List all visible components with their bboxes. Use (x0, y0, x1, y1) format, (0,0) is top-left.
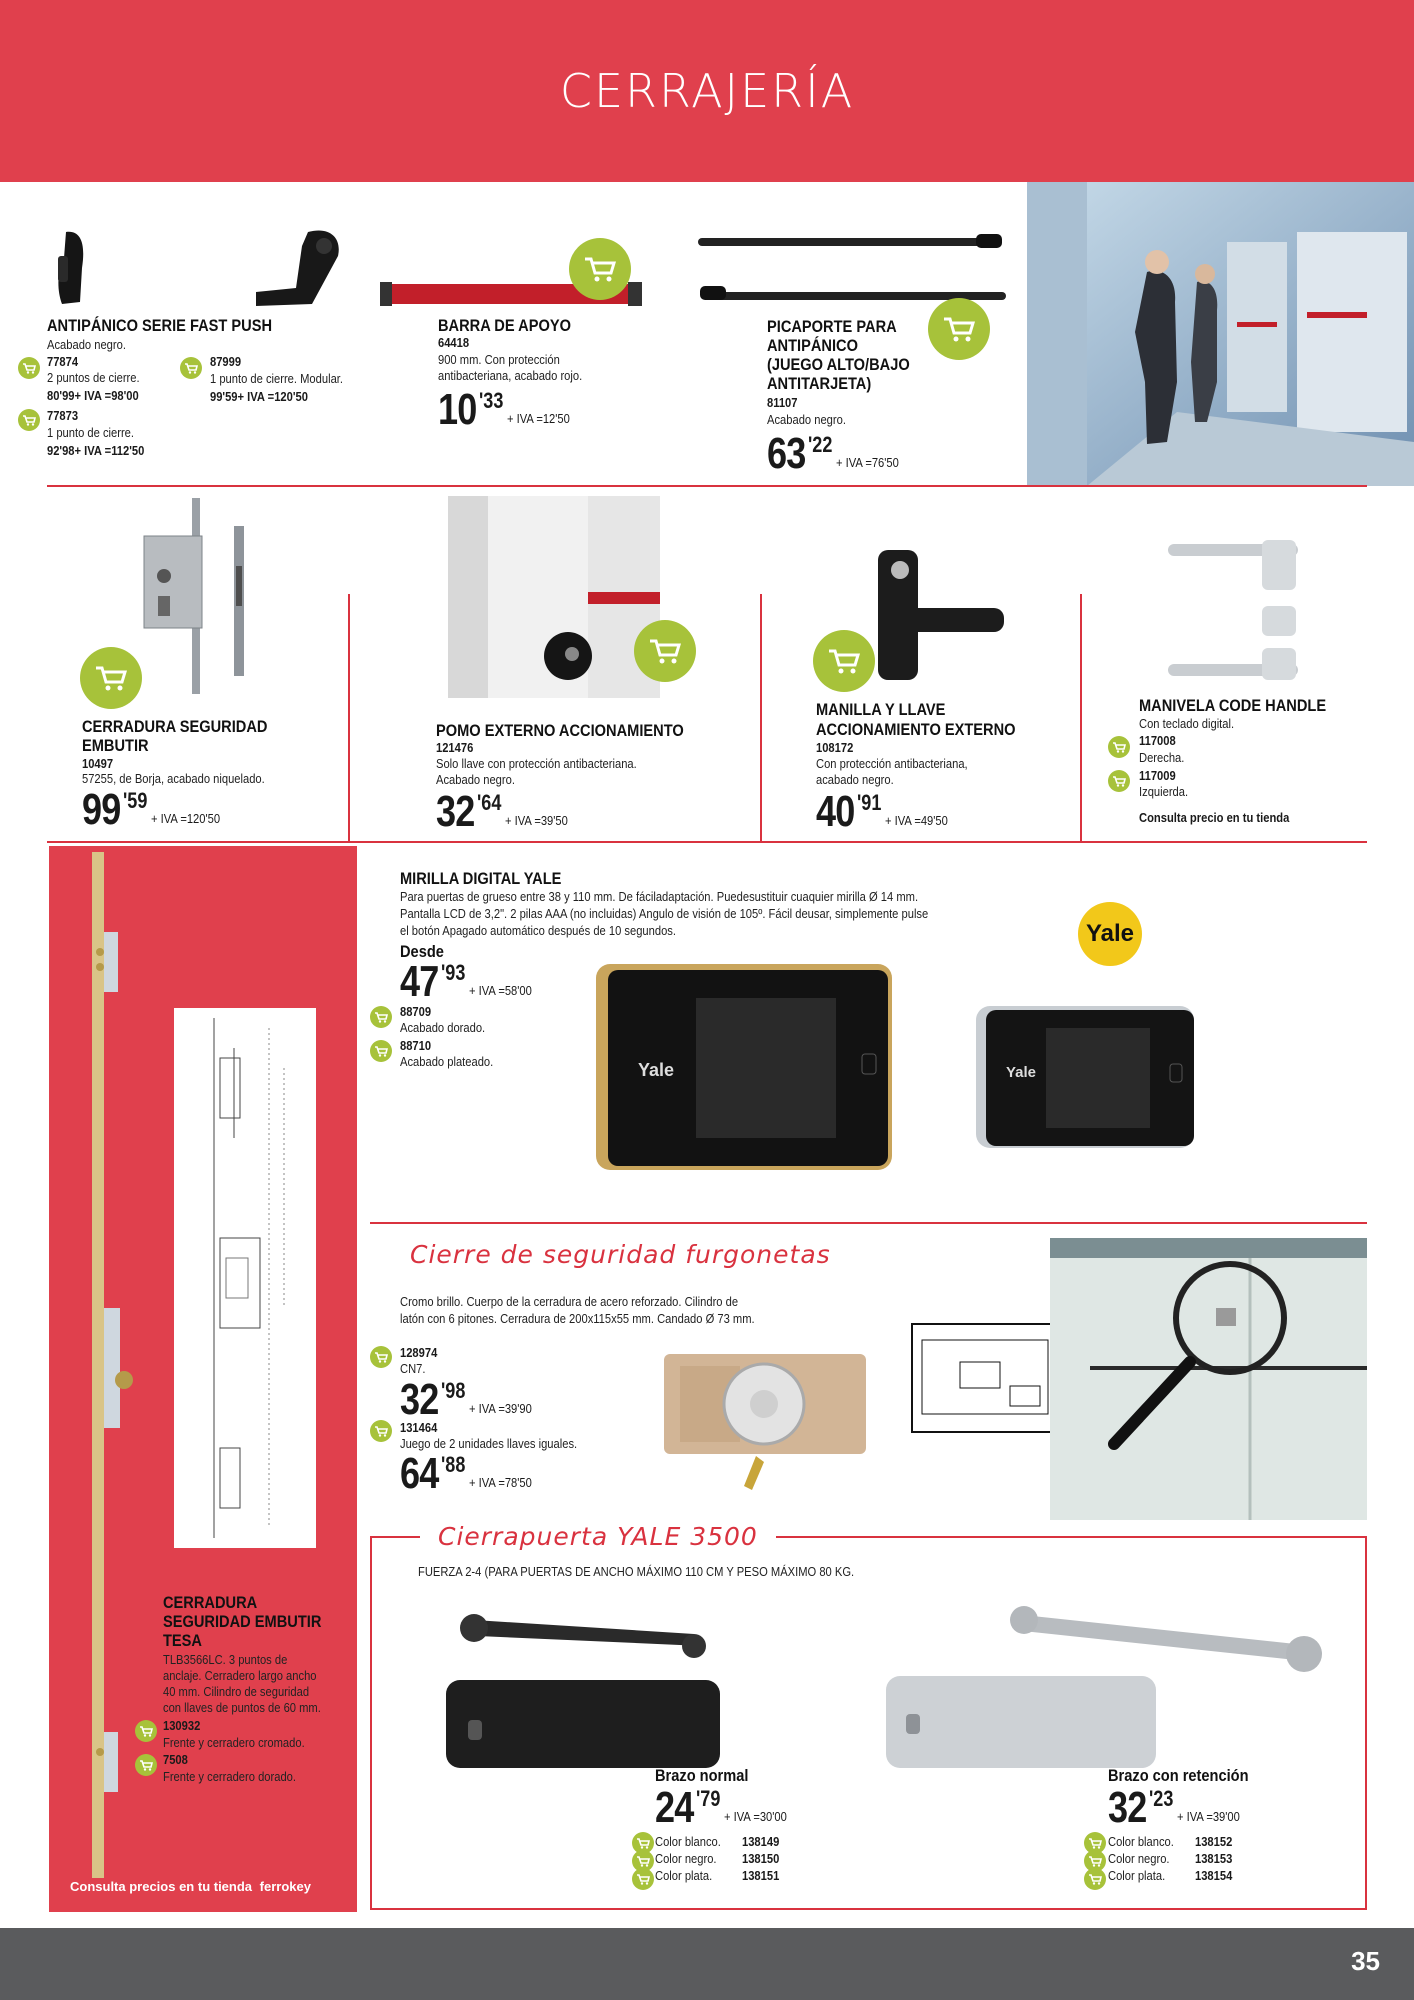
color-ref: 138149 (742, 1834, 780, 1849)
price-dec: '59 (122, 788, 148, 813)
variant-desc: 1 punto de cierre. Modular. (210, 371, 344, 386)
product-price (436, 787, 578, 836)
multipoint-lock-image (78, 852, 138, 1878)
price-int: 99 (82, 785, 121, 834)
product-name: PICAPORTE PARA (767, 317, 897, 336)
row-divider (47, 485, 1367, 487)
column-divider (760, 594, 762, 842)
product-ref: 77874 (47, 354, 79, 369)
price-int: 24 (655, 1783, 694, 1832)
section-title: Cierrapuerta YALE 3500 (420, 1522, 776, 1551)
product-desc: 40 mm. Cilindro de seguridad (163, 1684, 310, 1699)
product-desc: anclaje. Cerradero largo ancho (163, 1668, 317, 1683)
cart-icon (370, 1040, 392, 1062)
price-dec: '22 (807, 432, 833, 457)
cart-icon (18, 409, 40, 431)
variant-desc: Acabado dorado. (400, 1020, 486, 1035)
product-price (655, 1783, 797, 1832)
price-iva: + IVA =30'00 (723, 1809, 787, 1824)
brand-logo-text: ferrokey (259, 1879, 311, 1894)
product-spec: FUERZA 2-4 (PARA PUERTAS DE ANCHO MÁXIMO 110 CM Y PESO MÁXIMO 80 KG. (418, 1564, 855, 1579)
product-name: CERRADURA SEGURIDAD (82, 717, 268, 736)
cart-icon (634, 620, 696, 682)
price-int: 64 (400, 1449, 439, 1498)
antipanic-bar-end-image (252, 226, 344, 310)
product-price (438, 385, 580, 434)
product-ref: 128974 (400, 1345, 438, 1360)
product-name: POMO EXTERNO ACCIONAMIENTO (436, 721, 684, 740)
cart-icon (813, 630, 875, 692)
price-dec: '23 (1148, 1786, 1174, 1811)
product-name: MIRILLA DIGITAL YALE (400, 869, 562, 888)
product-desc: 57255, de Borja, acabado niquelado. (82, 771, 265, 786)
product-desc: 900 mm. Con protección (438, 352, 560, 367)
variant-desc: Frente y cerradero cromado. (163, 1735, 305, 1750)
product-name: Brazo normal (655, 1766, 749, 1785)
price-int: 10 (438, 385, 477, 434)
price-dec: '93 (440, 960, 466, 985)
product-desc: Acabado negro. (436, 772, 515, 787)
product-ref: 87999 (210, 354, 242, 369)
price-dec: '64 (476, 790, 502, 815)
variant-desc: Frente y cerradero dorado. (163, 1769, 296, 1784)
external-knob-image (448, 496, 660, 698)
technical-drawing (174, 1008, 316, 1548)
cart-icon (135, 1720, 157, 1742)
product-desc: TLB3566LC. 3 puntos de (163, 1652, 288, 1667)
product-name: MANILLA Y LLAVE (816, 700, 946, 719)
variant-desc: Acabado plateado. (400, 1054, 494, 1069)
mortise-lock-image (142, 496, 254, 696)
product-name: ANTITARJETA) (767, 374, 872, 393)
price-dec: '33 (478, 388, 504, 413)
color-option: Color plata. (655, 1868, 713, 1883)
product-ref: 77873 (47, 408, 79, 423)
van-lock-diagram (910, 1322, 1060, 1434)
cart-icon (135, 1754, 157, 1776)
product-name: TESA (163, 1631, 202, 1650)
page-title: CERRAJERÍA (559, 64, 855, 118)
footer-band (0, 1928, 1414, 2000)
product-desc: latón con 6 pitones. Cerradura de 200x115x55 mm. Candado Ø 73 mm. (400, 1311, 755, 1326)
cart-icon (1108, 770, 1130, 792)
cart-icon (928, 298, 990, 360)
yale-logo: Yale (1078, 902, 1142, 966)
price-iva: + IVA =49'50 (884, 813, 948, 828)
product-desc: Cromo brillo. Cuerpo de la cerradura de acero reforzado. Cilindro de (400, 1294, 739, 1309)
product-name: ANTIPÁNICO SERIE FAST PUSH (47, 316, 273, 335)
variant-desc: Derecha. (1139, 750, 1185, 765)
price-iva: + IVA =76'50 (835, 455, 899, 470)
price-dec: '88 (440, 1452, 466, 1477)
price-iva: + IVA =39'50 (504, 813, 568, 828)
store-note-text: Consulta precios en tu tienda (70, 1879, 253, 1894)
product-ref: 131464 (400, 1420, 438, 1435)
van-lock-image (660, 1346, 874, 1496)
device-brand: Yale (638, 1060, 675, 1080)
product-price (816, 787, 958, 836)
corridor-photo (1027, 182, 1414, 486)
product-price (400, 1449, 542, 1498)
price-iva: + IVA =39'90 (468, 1401, 532, 1416)
product-desc: Solo llave con protección antibacteriana. (436, 756, 637, 771)
cart-icon (370, 1420, 392, 1442)
door-closer-black-image (444, 1600, 730, 1778)
color-option: Color blanco. (655, 1834, 721, 1849)
column-divider (348, 594, 350, 842)
price-note: Consulta precio en tu tienda (1139, 810, 1290, 825)
product-ref: 117008 (1139, 733, 1176, 748)
product-desc: Con protección antibacteriana, (816, 756, 968, 771)
product-ref: 7508 (163, 1752, 188, 1767)
variant-desc: CN7. (400, 1361, 426, 1376)
variant-desc: 1 punto de cierre. (47, 425, 135, 440)
product-name: (JUEGO ALTO/BAJO (767, 355, 910, 374)
product-desc: Con teclado digital. (1139, 716, 1235, 731)
color-ref: 138153 (1195, 1851, 1233, 1866)
price-int: 63 (767, 429, 806, 478)
product-ref: 121476 (436, 740, 474, 755)
product-price (767, 429, 909, 478)
cart-icon (180, 357, 202, 379)
code-handle-image (1166, 536, 1310, 686)
product-desc: acabado negro. (816, 772, 894, 787)
variant-price: 80'99+ IVA =98'00 (47, 388, 139, 403)
price-int: 32 (1108, 1783, 1147, 1832)
variant-desc: Izquierda. (1139, 784, 1189, 799)
product-desc: Pantalla LCD de 3,2". 2 pilas AAA (no incluidas) Angulo de visión de 105º. Fácil deusar, simplemente pulse (400, 906, 929, 921)
section-divider (370, 1222, 1367, 1224)
product-ref: 130932 (163, 1718, 201, 1733)
cart-icon (632, 1868, 654, 1890)
price-int: 47 (400, 957, 439, 1006)
color-ref: 138151 (742, 1868, 780, 1883)
product-ref: 64418 (438, 335, 470, 350)
product-name: Brazo con retención (1108, 1766, 1249, 1785)
price-iva: + IVA =39'00 (1176, 1809, 1240, 1824)
color-option: Color negro. (1108, 1851, 1170, 1866)
price-int: 32 (436, 787, 475, 836)
row-divider (47, 841, 1367, 843)
price-dec: '79 (695, 1786, 721, 1811)
cart-icon (370, 1346, 392, 1368)
product-ref: 81107 (767, 395, 798, 410)
product-ref: 10497 (82, 756, 114, 771)
product-ref: 117009 (1139, 768, 1176, 783)
color-ref: 138152 (1195, 1834, 1233, 1849)
cart-icon (569, 238, 631, 300)
product-name: BARRA DE APOYO (438, 316, 571, 335)
product-ref: 88709 (400, 1004, 432, 1019)
price-iva: + IVA =120'50 (150, 811, 220, 826)
product-price (1108, 1783, 1250, 1832)
price-int: 40 (816, 787, 855, 836)
product-ref: 108172 (816, 740, 854, 755)
product-finish: Acabado negro. (47, 337, 126, 352)
variant-price: 92'98+ IVA =112'50 (47, 443, 145, 458)
product-desc: Acabado negro. (767, 412, 846, 427)
color-option: Color plata. (1108, 1868, 1166, 1883)
product-price (400, 1375, 542, 1424)
price-iva: + IVA =12'50 (506, 411, 570, 426)
product-name: EMBUTIR (82, 736, 149, 755)
product-name: SEGURIDAD EMBUTIR (163, 1612, 322, 1631)
variant-price: 99'59+ IVA =120'50 (210, 389, 308, 404)
page-number: 35 (1351, 1946, 1380, 1976)
product-desc: antibacteriana, acabado rojo. (438, 368, 583, 383)
cart-icon (1084, 1868, 1106, 1890)
color-option: Color blanco. (1108, 1834, 1174, 1849)
product-desc: Para puertas de grueso entre 38 y 110 mm. De fáciladaptación. Puedesustituir cuaquier mirilla Ø 14 mm. (400, 889, 919, 904)
store-note (70, 1879, 311, 1894)
price-from: Desde (400, 942, 444, 961)
product-ref: 88710 (400, 1038, 432, 1053)
product-name: CERRADURA (163, 1593, 258, 1612)
antipanic-handle-image (52, 228, 92, 308)
color-ref: 138150 (742, 1851, 780, 1866)
device-brand: Yale (1006, 1064, 1037, 1081)
section-title: Cierre de seguridad furgonetas (410, 1240, 831, 1269)
door-closer-silver-image (884, 1604, 1330, 1782)
product-price (82, 785, 231, 834)
van-door-photo (1050, 1238, 1367, 1520)
variant-desc: 2 puntos de cierre. (47, 370, 140, 385)
cart-icon (370, 1006, 392, 1028)
column-divider (1080, 594, 1082, 842)
product-name: MANIVELA CODE HANDLE (1139, 696, 1327, 715)
price-iva: + IVA =58'00 (468, 983, 532, 998)
price-dec: '91 (856, 790, 882, 815)
price-iva: + IVA =78'50 (468, 1475, 532, 1490)
cart-icon (1108, 736, 1130, 758)
product-desc: el botón Apagado automático después de 10 segundos. (400, 923, 676, 938)
color-option: Color negro. (655, 1851, 717, 1866)
cart-icon (80, 647, 142, 709)
price-int: 32 (400, 1375, 439, 1424)
cart-icon (18, 357, 40, 379)
product-name: ACCIONAMIENTO EXTERNO (816, 720, 1016, 739)
price-dec: '98 (440, 1378, 466, 1403)
product-desc: con llaves de puntos de 60 mm. (163, 1700, 321, 1715)
color-ref: 138154 (1195, 1868, 1233, 1883)
product-name: ANTIPÁNICO (767, 336, 858, 355)
product-price (400, 957, 542, 1006)
variant-desc: Juego de 2 unidades llaves iguales. (400, 1436, 578, 1451)
